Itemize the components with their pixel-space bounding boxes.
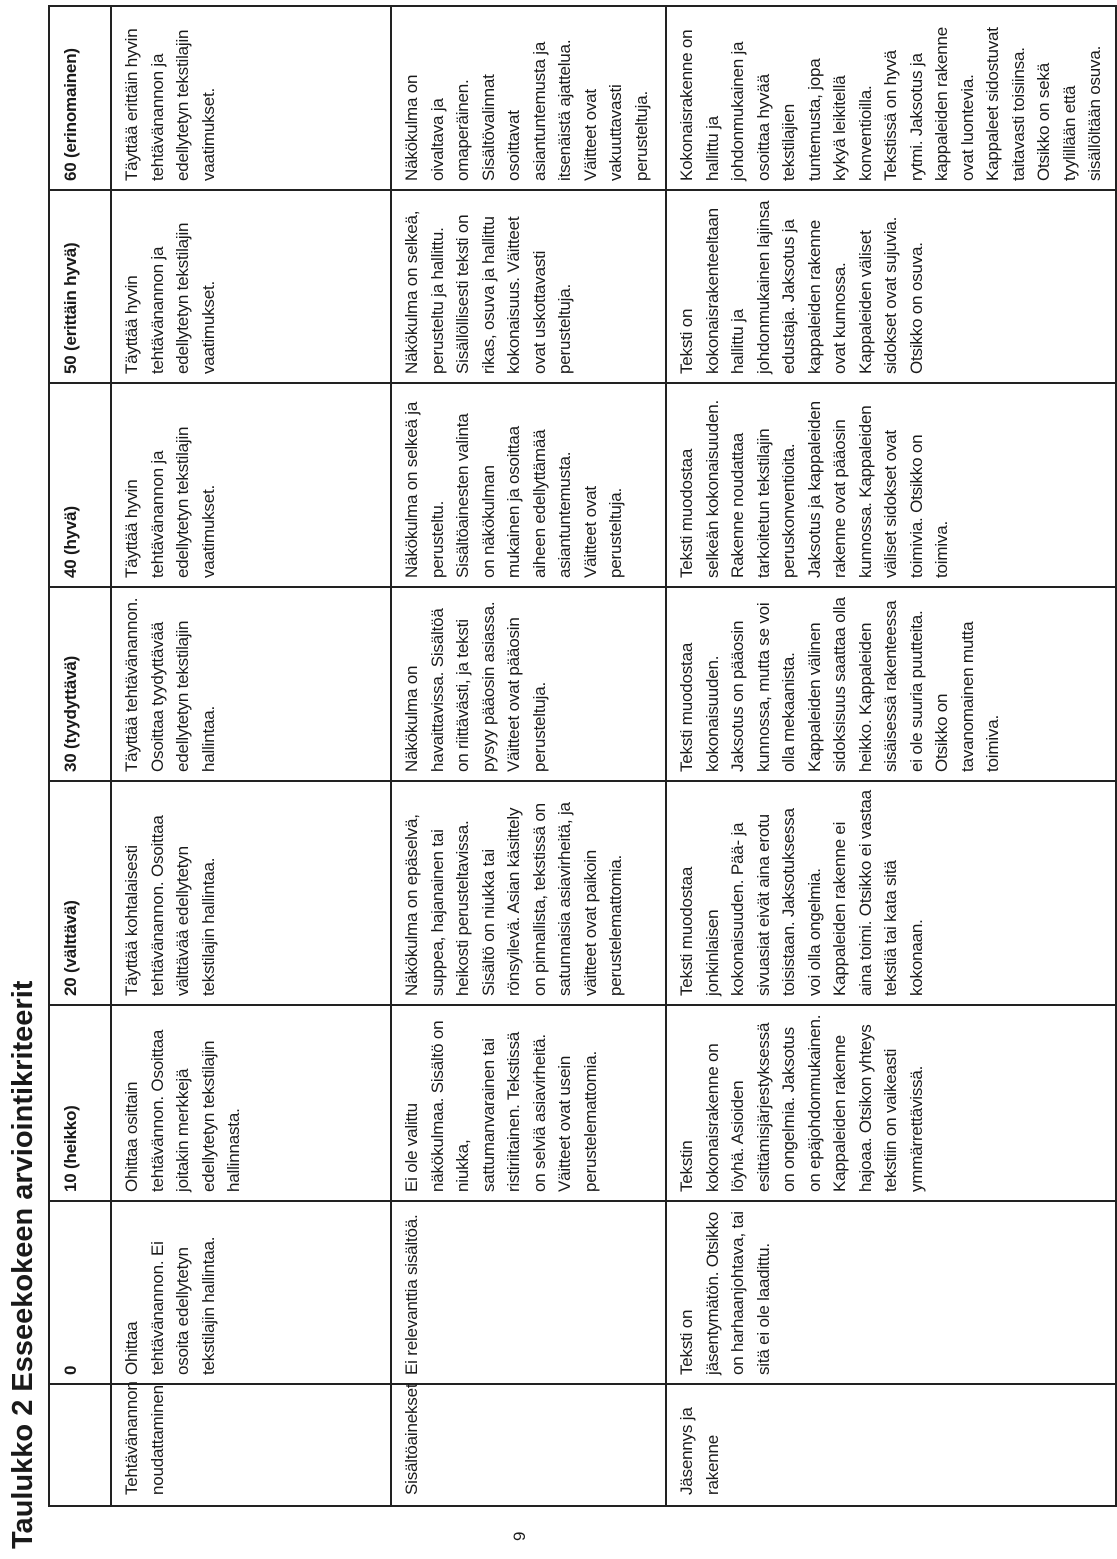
criterion-label: Jäsennys ja rakenne: [666, 1384, 1116, 1506]
header-score-20: 20 (välttävä): [49, 781, 111, 1005]
table-cell: Ohittaa osittain tehtävännon. Osoittaa joitakin merkkejä edellytetyn tekstilajin hallinnasta.: [111, 1005, 391, 1201]
table-cell: Täyttää kohtalaisesti tehtävänannon. Osoittaa välttävää edellytetyn tekstilajin hallintaa.: [111, 781, 391, 1005]
table-cell: Näkökulma on havaittavissa. Sisältöä on riittävästi, ja teksti pysyy pääosin asiassa. Väitteet ovat pääosin perusteltuja.: [391, 587, 666, 781]
table-row-jasennys-ja-rakenne: [666, 6, 1116, 1506]
page-number: 9: [510, 1531, 529, 1541]
header-score-60: 60 (erinomainen): [49, 6, 111, 190]
table-header-row: [49, 6, 111, 1506]
table-cell: Teksti on kokonaisrakenteeltaan hallittu ja johdonmukainen lajinsa edustaja. Jaksotus ja kappaleiden rakenne ovat kunnossa. Kappaleiden väliset sidokset ovat sujuvia. Otsikko on osuva.: [666, 190, 1116, 383]
table-cell: Tekstin kokonaisrakenne on löyhä. Asioiden esittämisjärjestyksessä on ongelmia. Jaksotus on epäjohdonmukainen. Kappaleiden rakenne hajoaa. Otsikon yhteys tekstiin on vaikeasti ymmärrettävissä.: [666, 1005, 1116, 1201]
table-cell: Täyttää hyvin tehtävänannon ja edellytetyn tekstilajin vaatimukset.: [111, 383, 391, 587]
table-cell: Teksti muodostaa kokonaisuuden. Jaksotus on pääosin kunnossa, mutta se voi olla mekaanista. Kappaleiden välinen sidoksisuus saattaa olla heikko. Kappaleiden sisäisessä rakenteessa ei ole suuria puutteita. Otsikko on tavanomainen mutta toimiva.: [666, 587, 1116, 781]
table-row-sisaltoainekset: [391, 6, 666, 1506]
criterion-label: Sisältöainekset: [391, 1384, 666, 1506]
table-cell: Näkökulma on epäselvä, suppea, hajanainen tai heikosti perusteltavissa. Sisältö on niukka tai rönsyilevä. Asian käsittely on pinnallista, tekstissä on satunnaisia asiavirheitä, ja väitteet ovat paikoin perustelemattomia.: [391, 781, 666, 1005]
criteria-table: [48, 5, 1117, 1507]
table-cell: Täyttää erittäin hyvin tehtävänannon ja edellytetyn tekstilajin vaatimukset.: [111, 6, 391, 190]
header-score-0: 0: [49, 1201, 111, 1384]
table-cell: Näkökulma on oivaltava ja omaperäinen. Sisältövalinnat osoittavat asiantuntemusta ja itsenäistä ajattelua. Väitteet ovat vakuuttavasti perusteltuja.: [391, 6, 666, 190]
criterion-label: Tehtävänannon noudattaminen: [111, 1384, 391, 1506]
header-criterion: [49, 1384, 111, 1506]
table-cell: Teksti muodostaa selkeän kokonaisuuden. Rakenne noudattaa tarkoitetun tekstilajin peruskonventioita. Jaksotus ja kappaleiden rakenne ovat pääosin kunnossa. Kappaleiden väliset sidokset ovat toimivia. Otsikko on toimiva.: [666, 383, 1116, 587]
table-cell: Teksti on jäsentymätön. Otsikko on harhaanjohtava, tai sitä ei ole laadittu.: [666, 1201, 1116, 1384]
table-cell: Ei ole valittu näkökulmaa. Sisältö on niukka, sattumanvarainen tai ristiriitainen. Tekstissä on selviä asiavirheitä. Väitteet ovat usein perustelemattomia.: [391, 1005, 666, 1201]
table-row-tehtavanannon-noudattaminen: [111, 6, 391, 1506]
table-cell: Näkökulma on selkeä, perusteltu ja hallittu. Sisällöllisesti teksti on rikas, osuva ja hallittu kokonaisuus. Väitteet ovat uskottavasti perusteltuja.: [391, 190, 666, 383]
header-score-10: 10 (heikko): [49, 1005, 111, 1201]
page-title: Taulukko 2 Esseekokeen arviointikriteerit: [7, 980, 39, 1549]
header-score-50: 50 (erittäin hyvä): [49, 190, 111, 383]
table-cell: Kokonaisrakenne on hallittu ja johdonmukainen ja osoittaa hyvää tekstilajien tuntemusta, jopa kykyä leikitellä konventioilla. Tekstissä on hyvä rytmi. Jaksotus ja kappaleiden rakenne ovat luontevia. Kappaleet sidostuvat taitavasti toisiinsa. Otsikko on sekä tyylillään että sisällöltään osuva.: [666, 6, 1116, 190]
table-cell: Ei relevanttia sisältöä.: [391, 1201, 666, 1384]
table-cell: Näkökulma on selkeä ja perusteltu. Sisältöainesten valinta on näkökulman mukainen ja osoittaa aiheen edellyttämää asiantuntemusta. Väitteet ovat perusteltuja.: [391, 383, 666, 587]
table-cell: Teksti muodostaa jonkinlaisen kokonaisuuden. Pää- ja sivuasiat eivät aina erotu toisistaan. Jaksotuksessa voi olla ongelmia. Kappaleiden rakenne ei aina toimi. Otsikko ei vastaa tekstiä tai kata sitä kokonaan.: [666, 781, 1116, 1005]
header-score-30: 30 (tyydyttävä): [49, 587, 111, 781]
table-cell: Ohittaa tehtävänannon. Ei osoita edellytetyn tekstilajin hallintaa.: [111, 1201, 391, 1384]
header-score-40: 40 (hyvä): [49, 383, 111, 587]
table-cell: Täyttää hyvin tehtävänannon ja edellytetyn tekstilajin vaatimukset.: [111, 190, 391, 383]
table-cell: Täyttää tehtävänannon. Osoittaa tyydyttävää edellytetyn tekstilajin hallintaa.: [111, 587, 391, 781]
